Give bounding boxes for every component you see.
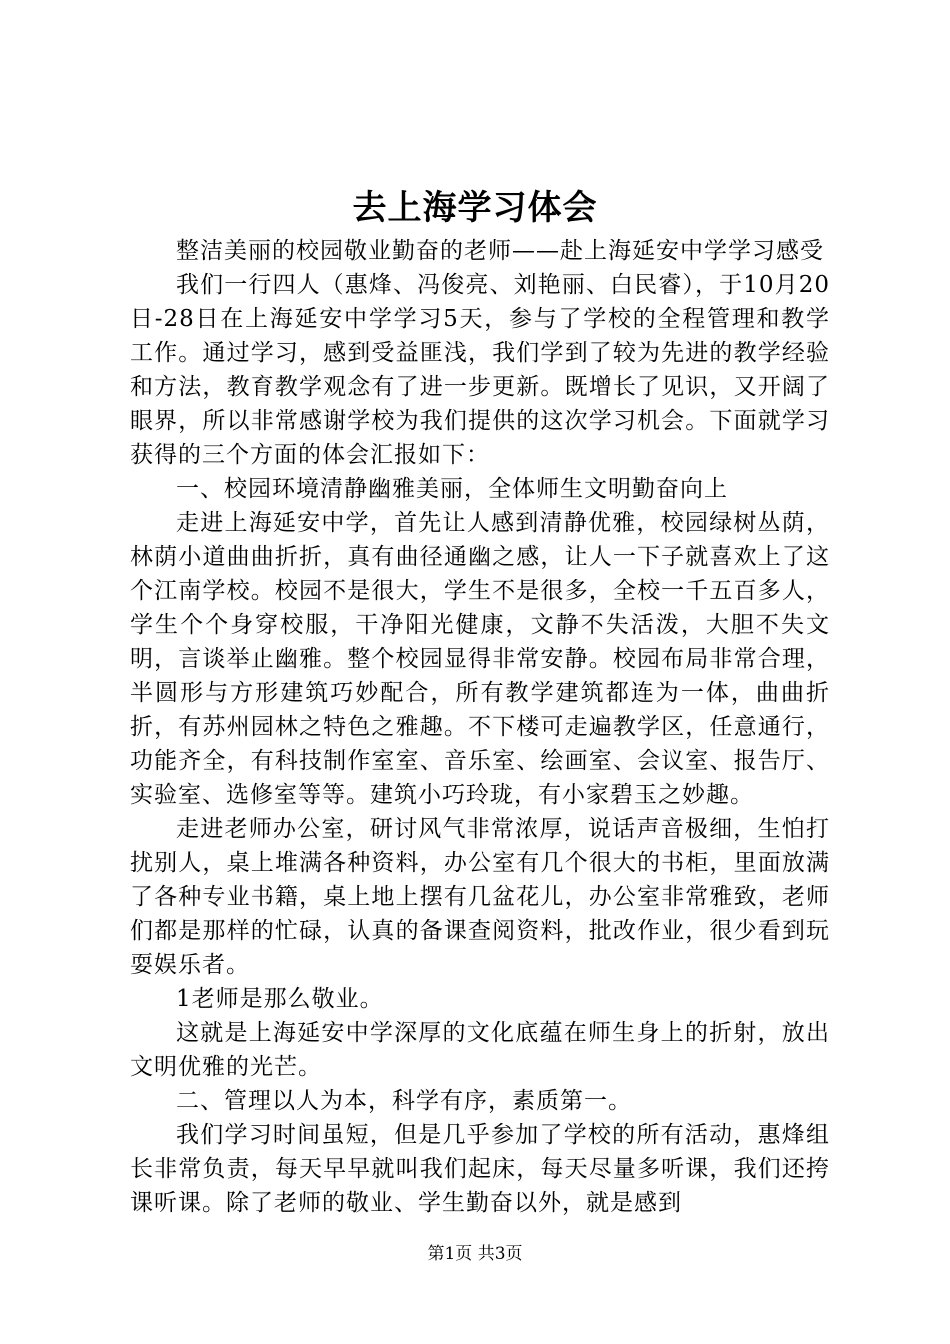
- paragraph-management: 我们学习时间虽短，但是几乎参加了学校的所有活动，惠烽组长非常负责，每天早早就叫我们起床，每天尽量多听课，我们还挎课听课。除了老师的敬业、学生勤奋以外，就是感到: [130, 1122, 830, 1216]
- section-heading-1: 一、校园环境清静幽雅美丽，全体师生文明勤奋向上: [176, 476, 728, 502]
- paragraph-culture: 这就是上海延安中学深厚的文化底蕴在师生身上的折射，放出文明优雅的光芒。: [130, 1020, 830, 1080]
- paragraph-office: 走进老师办公室，研讨风气非常浓厚，说话声音极细，生怕打扰别人，桌上堆满各种资料，办公室有几个很大的书柜，里面放满了各种专业书籍，桌上地上摆有几盆花儿，办公室非常雅致，老师们都是那样的忙碌，认真的备课查阅资料，批改作业，很少看到玩耍娱乐者。: [130, 816, 830, 978]
- document-body: [130, 234, 830, 1220]
- paragraph-dedication: 1老师是那么敬业。: [176, 986, 384, 1012]
- paragraph-intro: 我们一行四人（惠烽、冯俊亮、刘艳丽、白民睿），于10月20日-28日在上海延安中学学习5天，参与了学校的全程管理和教学工作。通过学习，感到受益匪浅，我们学到了较为先进的教学经验和方法，教育教学观念有了进一步更新。既增长了见识，又开阔了眼界，所以非常感谢学校为我们提供的这次学习机会。下面就学习获得的三个方面的体会汇报如下：: [130, 272, 830, 468]
- paragraph-subtitle: 整洁美丽的校园敬业勤奋的老师——赴上海延安中学学习感受: [176, 238, 824, 264]
- paragraph-campus: 走进上海延安中学，首先让人感到清静优雅，校园绿树丛荫，林荫小道曲曲折折，真有曲径通幽之感，让人一下子就喜欢上了这个江南学校。校园不是很大，学生不是很多，全校一千五百多人，学生个个身穿校服，干净阳光健康，文静不失活泼，大胆不失文明，言谈举止幽雅。整个校园显得非常安静。校园布局非常合理，半圆形与方形建筑巧妙配合，所有教学建筑都连为一体，曲曲折折，有苏州园林之特色之雅趣。不下楼可走遍教学区，任意通行，功能齐全，有科技制作室室、音乐室、绘画室、会议室、报告厅、实验室、选修室等等。建筑小巧玲珑，有小家碧玉之妙趣。: [130, 510, 830, 808]
- section-heading-2: 二、管理以人为本，科学有序，素质第一。: [176, 1088, 632, 1114]
- document-title: 去上海学习体会: [352, 188, 598, 228]
- page-footer: 第1页 共3页: [427, 1244, 523, 1264]
